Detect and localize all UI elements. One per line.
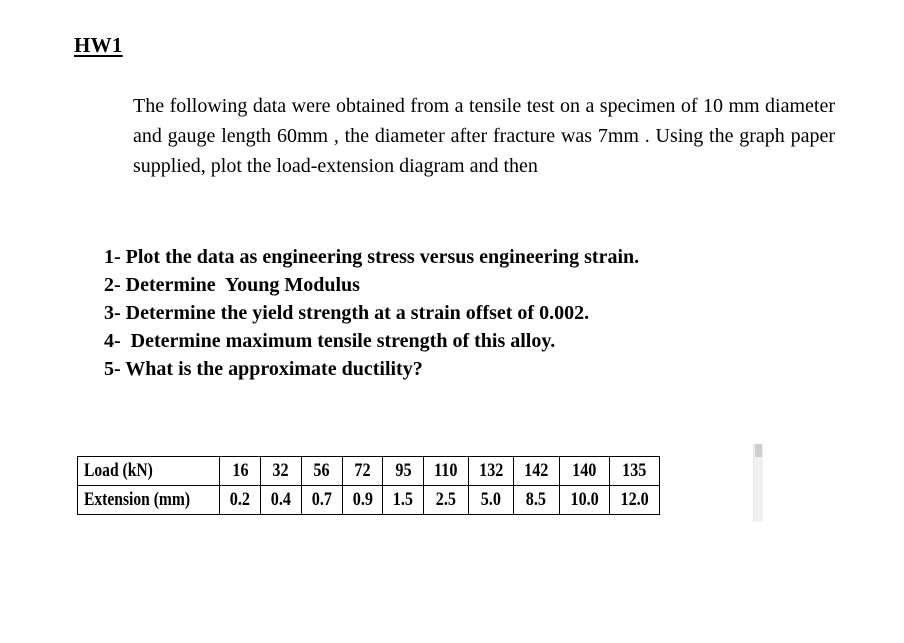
table-cell: 0.4 — [261, 486, 302, 515]
table-row-extension — [78, 486, 660, 515]
table-cell: 8.5 — [514, 486, 560, 515]
table-cell: 0.9 — [342, 486, 383, 515]
table-cell: 135 — [609, 457, 659, 486]
row-label-extension: Extension (mm) — [78, 486, 220, 515]
task-item: 2- Determine Young Modulus — [104, 274, 360, 296]
table-cell: 142 — [514, 457, 560, 486]
scrollbar-thumb[interactable] — [755, 444, 762, 457]
problem-statement: The following data were obtained from a tensile test on a specimen of 10 mm diameter and gauge length 60mm , the diameter after fracture was 7mm . Using the graph paper supplied, plot the load-extension diagram and then — [133, 95, 835, 177]
table-cell: 1.5 — [383, 486, 424, 515]
row-label-load: Load (kN) — [78, 457, 220, 486]
task-item: 1- Plot the data as engineering stress versus engineering strain. — [104, 246, 640, 268]
table-cell: 5.0 — [468, 486, 514, 515]
table-cell: 132 — [468, 457, 514, 486]
table-cell: 16 — [220, 457, 261, 486]
table-row-load — [78, 457, 660, 486]
task-item: 5- What is the approximate ductility? — [104, 358, 423, 380]
table-cell: 110 — [424, 457, 468, 486]
task-list — [104, 243, 639, 383]
table-cell: 0.2 — [220, 486, 261, 515]
homework-title: HW1 — [74, 33, 123, 57]
table-cell: 32 — [261, 457, 302, 486]
table-cell: 95 — [383, 457, 424, 486]
table-cell: 2.5 — [424, 486, 468, 515]
tensile-data-table — [77, 456, 660, 515]
table-cell: 72 — [342, 457, 383, 486]
table-cell: 56 — [301, 457, 342, 486]
task-item: 4- Determine maximum tensile strength of this alloy. — [104, 330, 556, 352]
scrollbar[interactable] — [753, 444, 763, 522]
table-cell: 140 — [559, 457, 609, 486]
table-cell: 12.0 — [609, 486, 659, 515]
task-item: 3- Determine the yield strength at a strain offset of 0.002. — [104, 302, 590, 324]
table-cell: 10.0 — [559, 486, 609, 515]
table-cell: 0.7 — [301, 486, 342, 515]
